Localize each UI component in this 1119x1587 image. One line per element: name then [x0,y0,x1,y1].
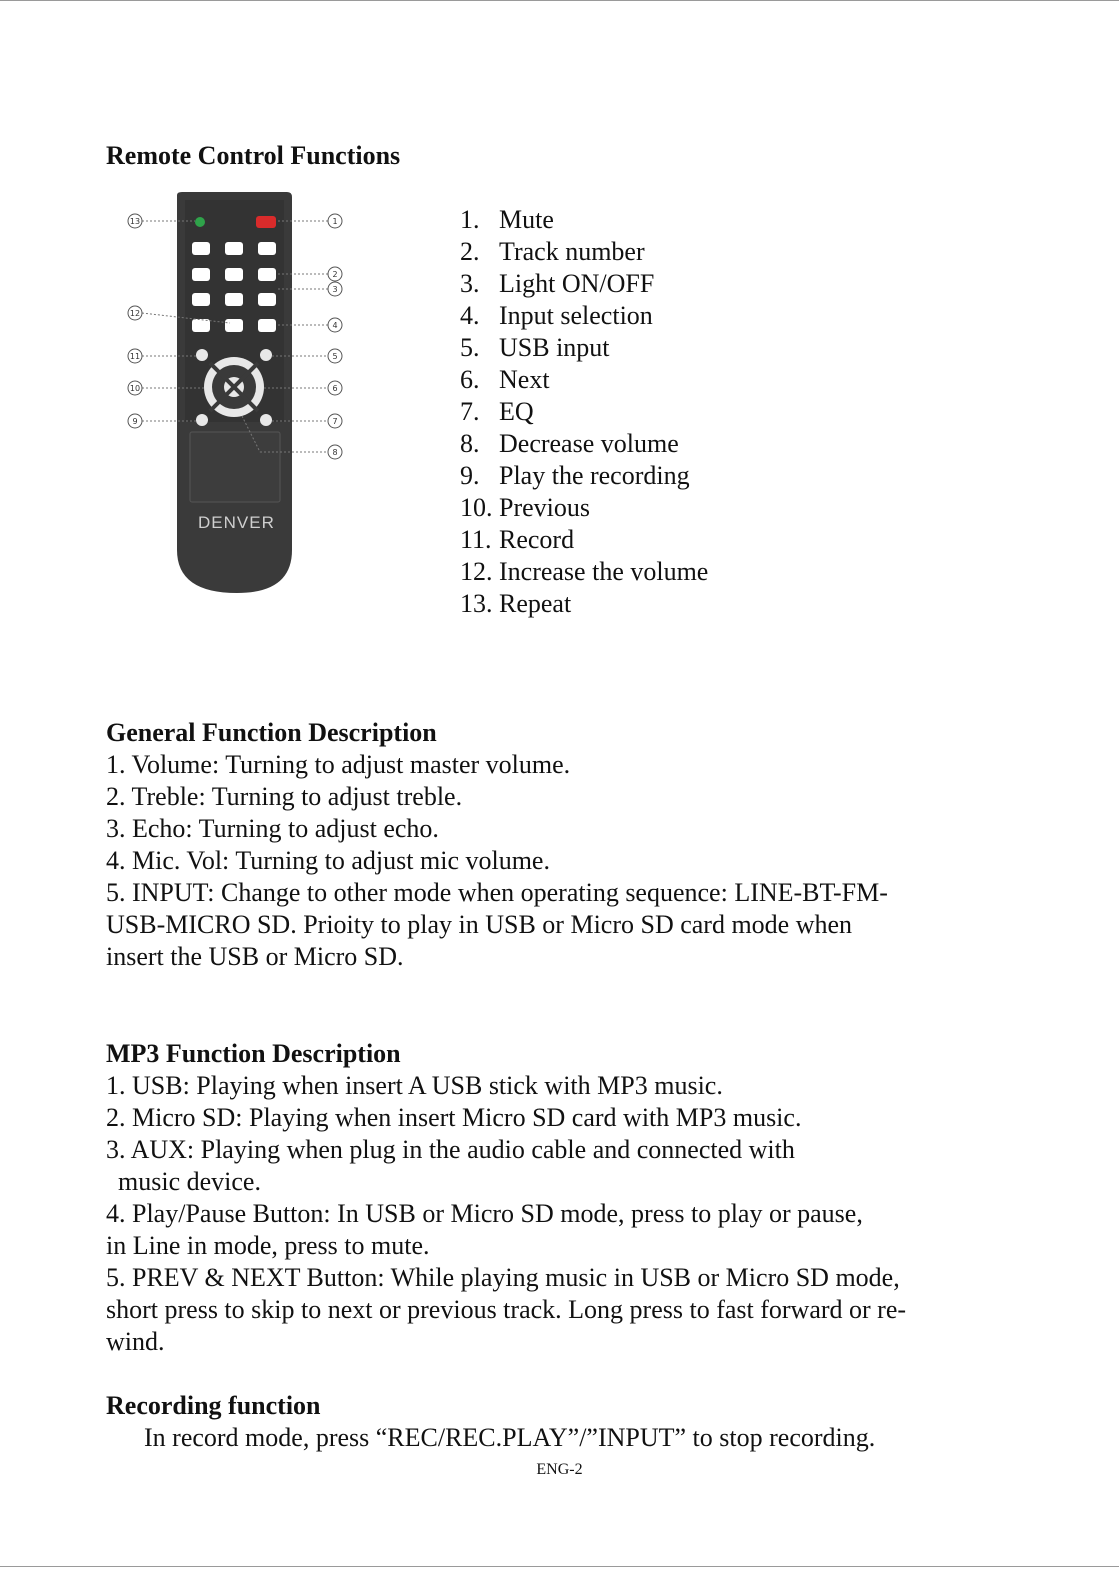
svg-text:6: 6 [332,384,338,393]
navigation-pad [204,357,264,417]
remote-functions-heading: Remote Control Functions [106,141,401,170]
bottom-page-rule [0,1566,1119,1567]
svg-text:10: 10 [129,384,141,393]
svg-text:11: 11 [129,352,141,361]
general-line: insert the USB or Micro SD. [106,942,404,971]
remote-function-list [460,204,708,620]
mp3-line: wind. [106,1327,165,1356]
brand-logo: DENVER [198,513,275,532]
list-item: 8. Decrease volume [460,429,679,458]
svg-text:12: 12 [129,309,141,318]
list-item: 11. Record [460,525,575,554]
mp3-line: short press to skip to next or previous track. Long press to fast forward or re- [106,1295,907,1324]
general-line: 3. Echo: Turning to adjust echo. [106,814,439,843]
general-line: 1. Volume: Turning to adjust master volume. [106,750,571,779]
list-item: 6. Next [460,365,550,394]
list-item: 9. Play the recording [460,461,690,490]
general-function-heading: General Function Description [106,718,437,747]
list-item: 7. EQ [460,397,534,426]
mp3-line: 5. PREV & NEXT Button: While playing music in USB or Micro SD mode, [106,1263,900,1292]
list-item: 1. Mute [460,205,554,234]
mp3-line: in Line in mode, press to mute. [106,1231,430,1260]
recording-function-heading: Recording function [106,1391,321,1420]
general-line: 5. INPUT: Change to other mode when operating sequence: LINE-BT-FM- [106,878,888,907]
recording-text: In record mode, press “REC/REC.PLAY”/”INPUT” to stop recording. [144,1423,876,1452]
svg-text:3: 3 [332,285,338,294]
svg-text:13: 13 [129,217,141,226]
list-item: 13. Repeat [460,589,572,618]
svg-text:8: 8 [332,448,338,457]
mp3-line: 2. Micro SD: Playing when insert Micro SD card with MP3 music. [106,1103,802,1132]
mp3-function-heading: MP3 Function Description [106,1039,401,1068]
mp3-line: 4. Play/Pause Button: In USB or Micro SD mode, press to play or pause, [106,1199,863,1228]
svg-text:7: 7 [332,417,338,426]
list-item: 5. USB input [460,333,610,362]
repeat-button [195,217,205,227]
general-line: 4. Mic. Vol: Turning to adjust mic volume. [106,846,550,875]
mp3-line: music device. [118,1167,261,1196]
svg-text:9: 9 [132,417,138,426]
svg-text:1: 1 [332,217,338,226]
page-number: ENG-2 [536,1461,583,1478]
list-item: 12. Increase the volume [460,557,709,586]
svg-text:2: 2 [332,270,338,279]
remote-control-figure [120,190,360,600]
list-item: 4. Input selection [460,301,653,330]
top-page-rule [0,0,1119,1]
general-line: USB-MICRO SD. Prioity to play in USB or Micro SD card mode when [106,910,853,939]
mute-button [256,216,276,228]
general-line: 2. Treble: Turning to adjust treble. [106,782,463,811]
list-item: 2. Track number [460,237,645,266]
svg-text:4: 4 [332,321,338,330]
list-item: 3. Light ON/OFF [460,269,655,298]
mp3-line: 3. AUX: Playing when plug in the audio cable and connected with [106,1135,795,1164]
list-item: 10. Previous [460,493,590,522]
svg-text:5: 5 [332,352,338,361]
mp3-line: 1. USB: Playing when insert A USB stick with MP3 music. [106,1071,723,1100]
